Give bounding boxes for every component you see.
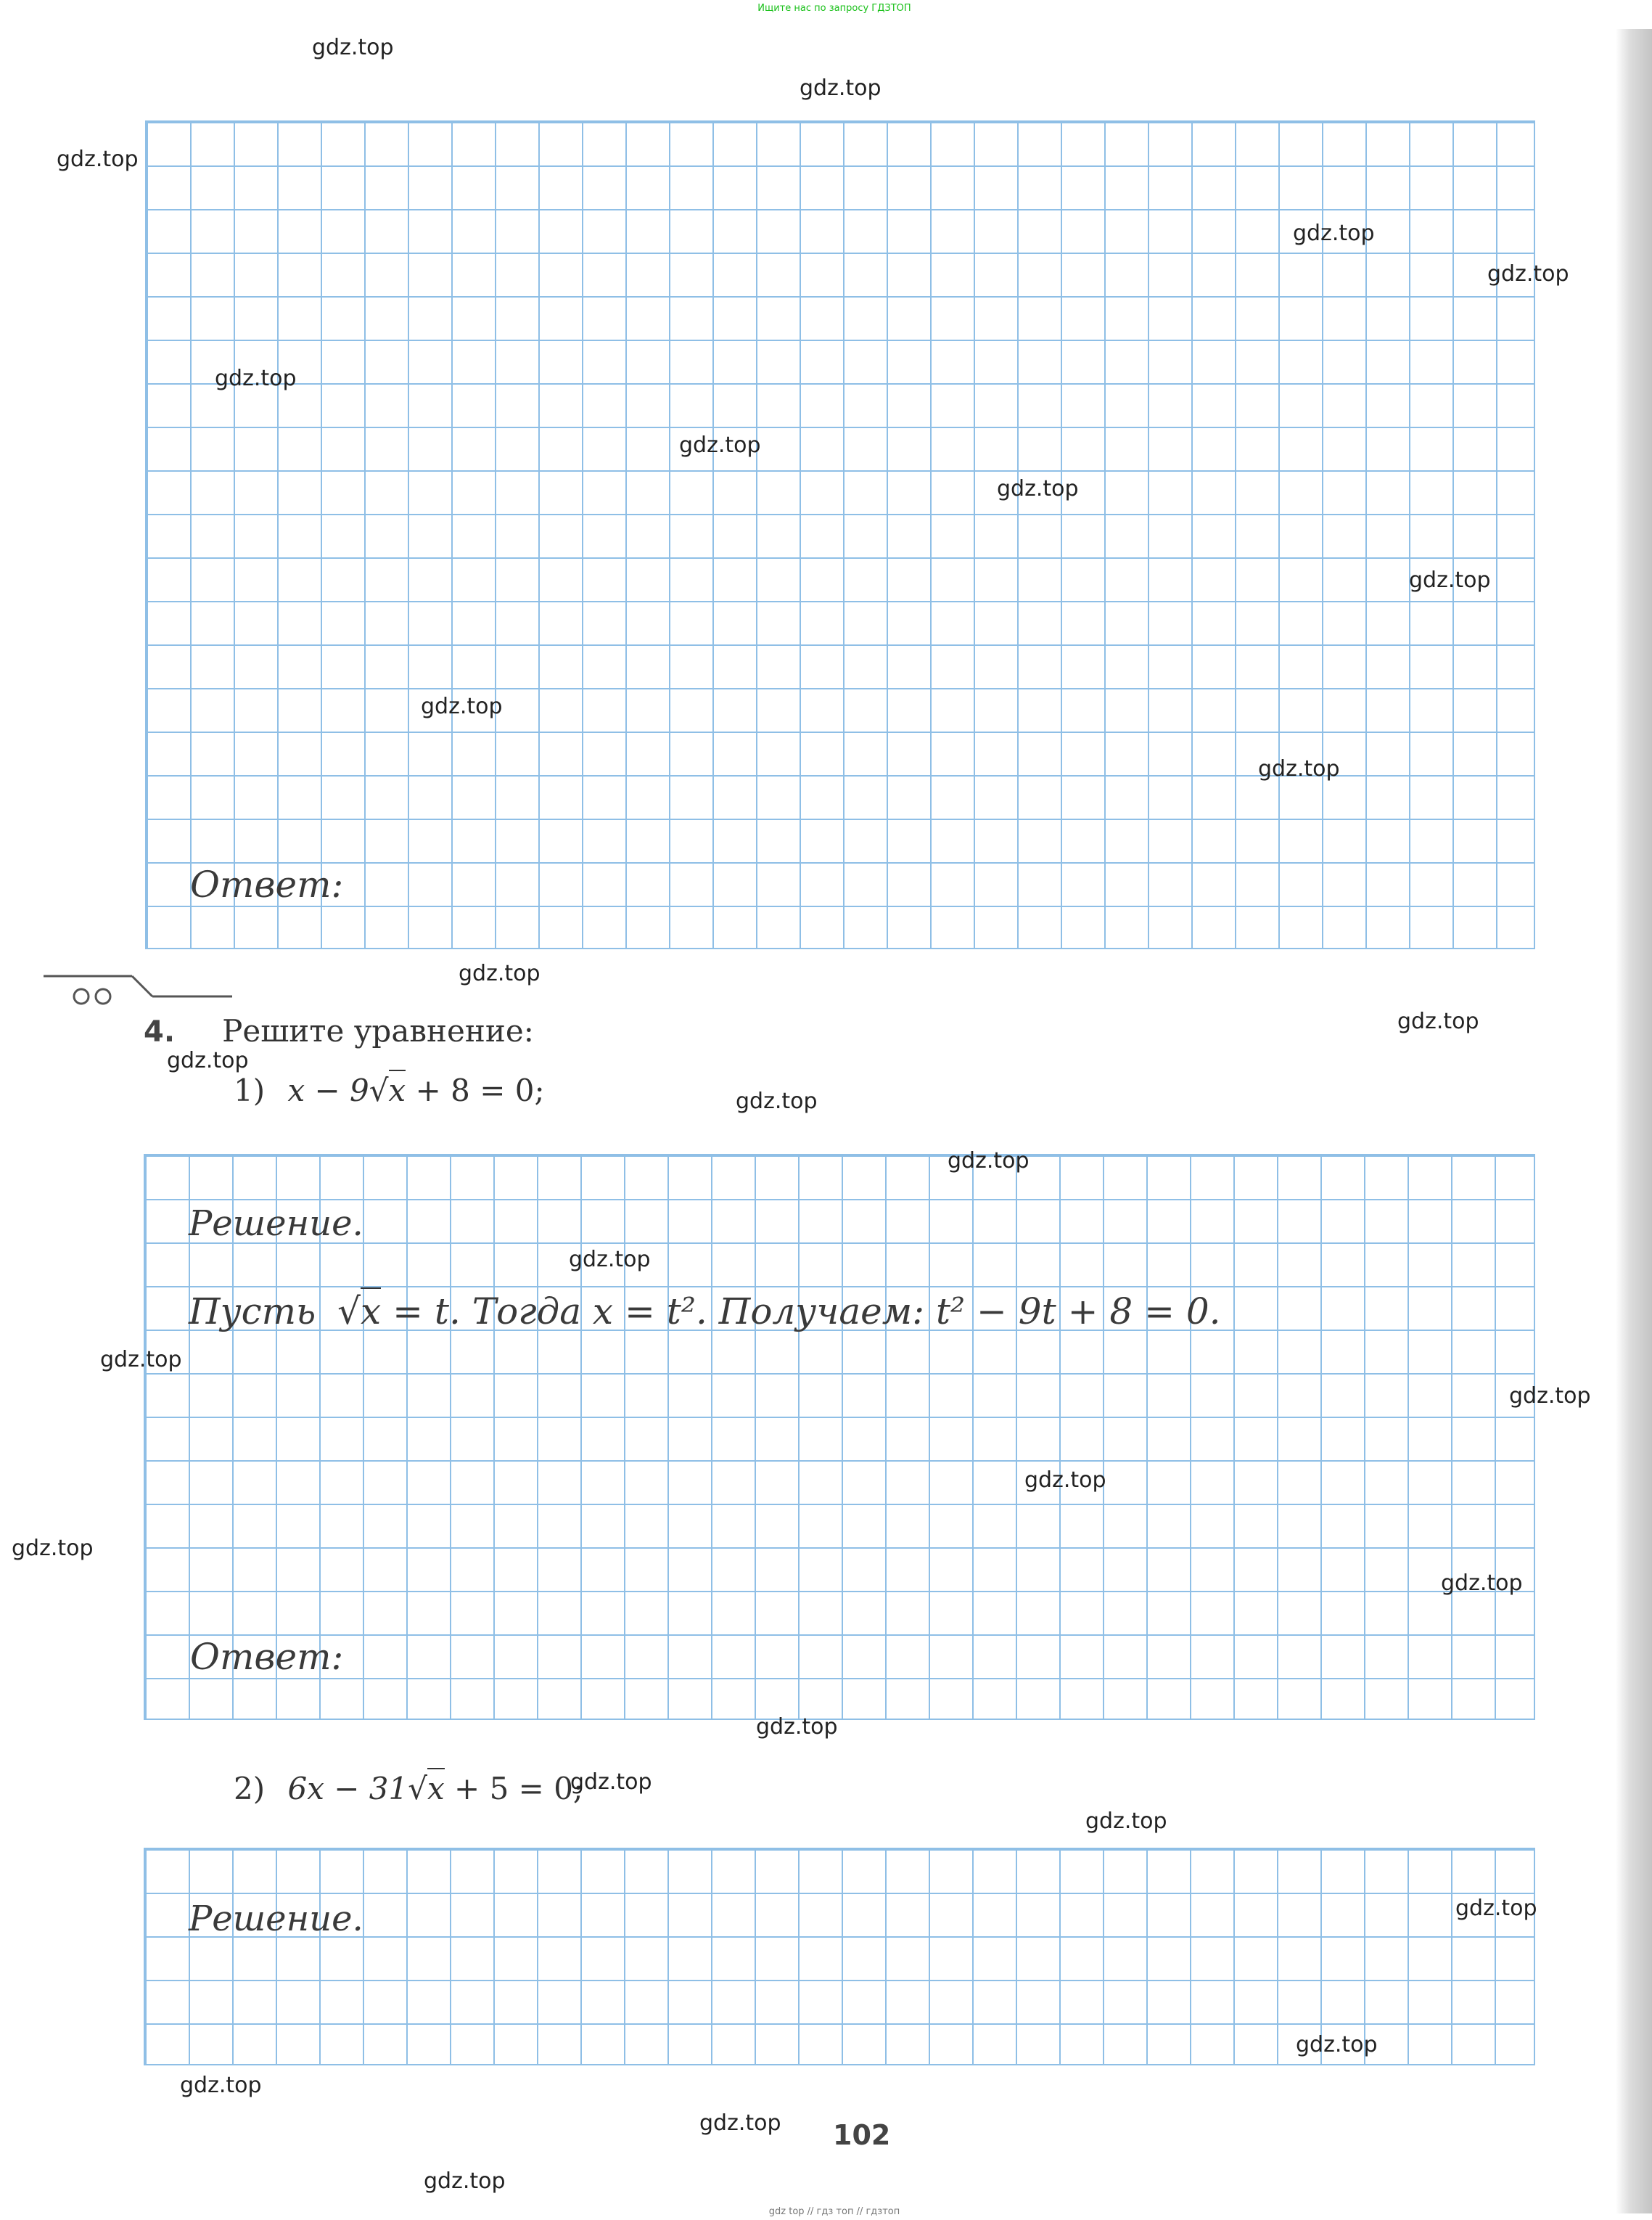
watermark: gdz.top [421, 694, 503, 719]
equation-1-rhs: + 8 = 0; [415, 1073, 545, 1108]
solution-label-2: Решение. [189, 1899, 363, 1939]
watermark: gdz.top [1455, 1896, 1537, 1921]
equation-1-label: 1) [234, 1073, 266, 1108]
equation-2-label: 2) [234, 1771, 266, 1806]
answer-label-2: Ответ: [190, 1636, 344, 1678]
watermark: gdz.top [1296, 2032, 1378, 2057]
answer-label-1: Ответ: [190, 864, 344, 906]
page-number: 102 [833, 2119, 891, 2151]
watermark: gdz.top [1441, 1570, 1523, 1596]
watermark: gdz.top [1409, 568, 1491, 593]
watermark: gdz.top [180, 2073, 262, 2098]
watermark: gdz.top [167, 1048, 249, 1073]
work-text-b: = t. Тогда x = t². Получаем: t² − 9t + 8 = 0. [393, 1290, 1221, 1332]
watermark: gdz.top [100, 1347, 182, 1372]
watermark: gdz.top [1509, 1383, 1591, 1409]
equation-2: 2) 6x − 31√x + 5 = 0; [234, 1771, 583, 1806]
watermark: gdz.top [1293, 221, 1375, 246]
equation-2-radicand: x [427, 1768, 445, 1806]
watermark: gdz.top [756, 1714, 838, 1740]
watermark: gdz.top [800, 75, 882, 101]
watermark: gdz.top [1397, 1009, 1479, 1034]
watermark: gdz.top [736, 1089, 818, 1114]
watermark: gdz.top [1024, 1467, 1106, 1493]
section-marker-icon [29, 962, 247, 1005]
task-prompt: Решите уравнение: [222, 1013, 534, 1049]
equation-2-rhs: + 5 = 0; [454, 1771, 584, 1806]
task-header [144, 1013, 534, 1049]
watermark: gdz.top [997, 476, 1079, 501]
watermark: gdz.top [1487, 261, 1569, 287]
watermark: gdz.top [570, 1769, 652, 1795]
watermark: gdz.top [948, 1148, 1030, 1174]
task-number: 4. [144, 1015, 176, 1049]
watermark: gdz.top [699, 2110, 781, 2136]
page-edge-shadow [1616, 29, 1652, 2213]
solution-label-1: Решение. [189, 1203, 363, 1244]
watermark: gdz.top [1258, 756, 1340, 782]
watermark: gdz.top [312, 35, 394, 60]
footer-note: gdz top // гдз топ // гдзтоп [768, 2206, 900, 2217]
equation-1-lhs: x − 9 [287, 1073, 369, 1108]
watermark: gdz.top [459, 961, 541, 986]
header-note: Ищите нас по запросу ГДЗТОП [757, 3, 911, 14]
watermark: gdz.top [215, 366, 297, 391]
watermark: gdz.top [57, 147, 139, 172]
equation-1-radicand: x [389, 1070, 406, 1108]
watermark: gdz.top [424, 2168, 506, 2194]
equation-2-lhs: 6x − 31 [287, 1771, 408, 1806]
watermark: gdz.top [1085, 1809, 1167, 1834]
watermark: gdz.top [679, 433, 761, 458]
watermark: gdz.top [569, 1247, 651, 1272]
work-radicand: x [361, 1287, 381, 1332]
work-text-a: Пусть [189, 1290, 316, 1332]
watermark: gdz.top [12, 1536, 94, 1561]
solution-work-line: Пусть √x = t. Тогда x = t². Получаем: t² − 9t + 8 = 0. [189, 1290, 1221, 1332]
equation-1: 1) x − 9√x + 8 = 0; [234, 1073, 545, 1108]
